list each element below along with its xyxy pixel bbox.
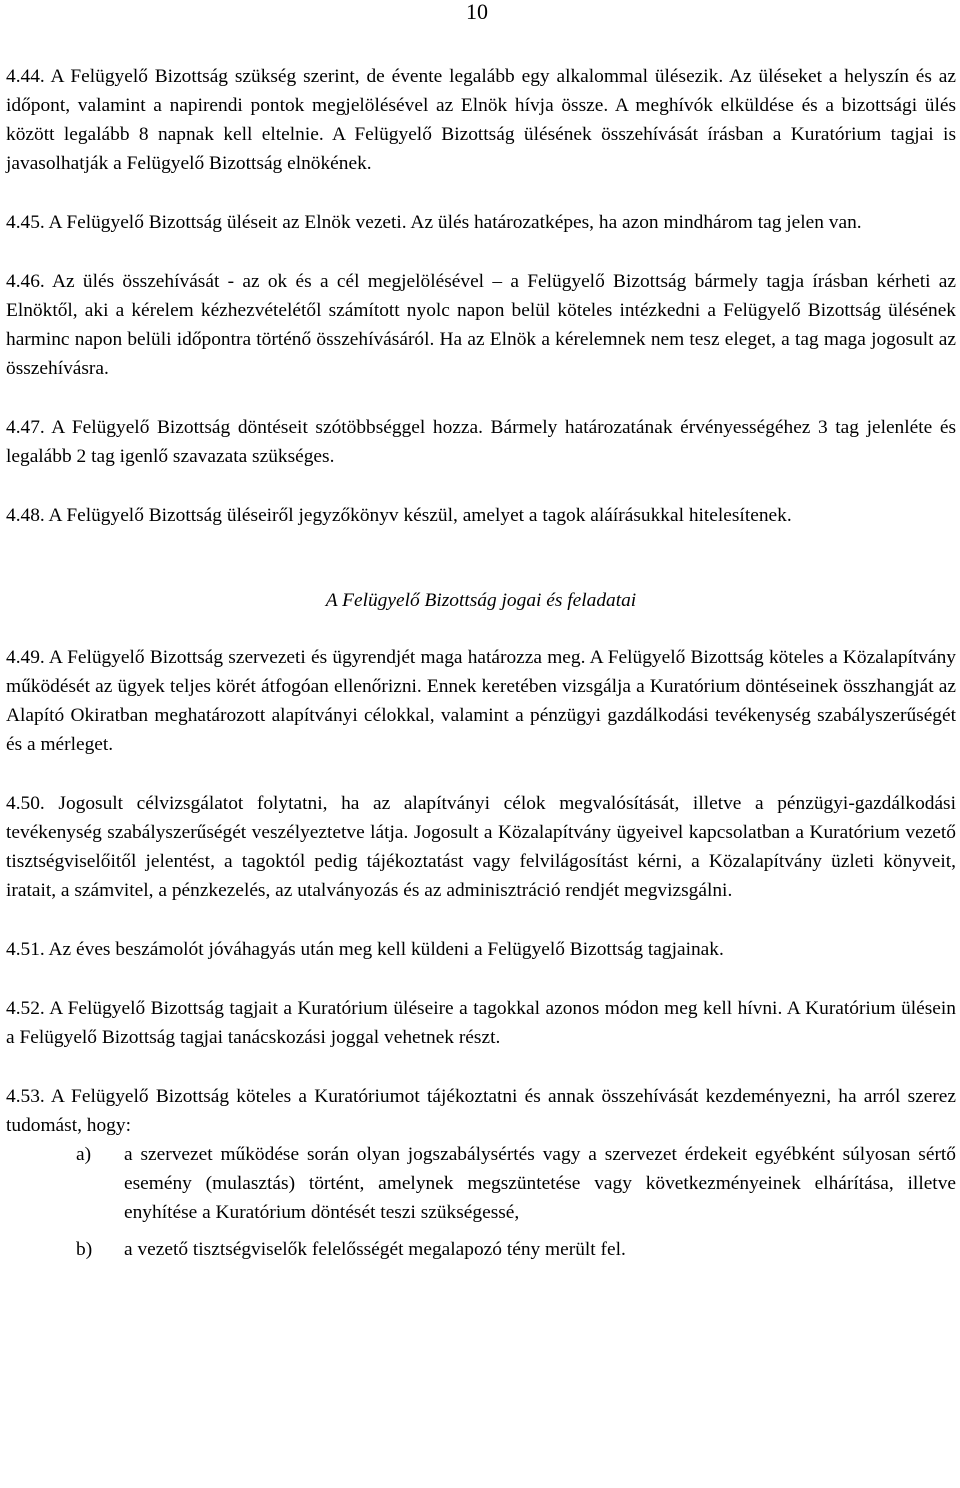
list-item-text: a szervezet működése során olyan jogszabálysértés vagy a szervezet érdekeit egyébként súlyosan sértő esemény (mulasztás) történt, amelynek megszüntetése vagy következményeinek elhárítása, illetve enyhítése a Kuratórium döntését teszi szükségessé,: [124, 1144, 956, 1223]
list-item: [6, 1235, 956, 1264]
paragraph-4-53: 4.53. A Felügyelő Bizottság köteles a Kuratóriumot tájékoztatni és annak összehívását kezdeményezni, ha arról szerez tudomást, hogy:: [6, 1086, 956, 1136]
list-marker: a): [76, 1144, 92, 1165]
paragraph-4-51: 4.51. Az éves beszámolót jóváhagyás után meg kell küldeni a Felügyelő Bizottság tagjainak.: [6, 939, 724, 960]
paragraph-4-47: 4.47. A Felügyelő Bizottság döntéseit szótöbbséggel hozza. Bármely határozatának érvényességéhez 3 tag jelenléte és legalább 2 tag igenlő szavazata szükséges.: [6, 417, 956, 467]
list-item: [6, 1140, 956, 1227]
paragraph-4-52: 4.52. A Felügyelő Bizottság tagjait a Kuratórium üléseire a tagokkal azonos módon meg kell hívni. A Kuratórium ülésein a Felügyelő Bizottság tagjai tanácskozási joggal vehetnek részt.: [6, 998, 956, 1048]
section-heading: A Felügyelő Bizottság jogai és feladatai: [325, 590, 637, 611]
condition-list: [6, 1140, 956, 1264]
list-marker: b): [76, 1239, 93, 1260]
paragraph-4-49: 4.49. A Felügyelő Bizottság szervezeti és ügyrendjét maga határozza meg. A Felügyelő Bizottság köteles a Közalapítvány működését az ügyek teljes körét átfogóan ellenőrizni. Ennek keretében vizsgálja a Kuratórium döntéseinek összhangját az Alapító Okiratban meghatározott alapítványi célokkal, valamint a pénzügyi gazdálkodási tevékenység szabályszerűségét és a mérleget.: [6, 647, 956, 755]
paragraph-4-44: 4.44. A Felügyelő Bizottság szükség szerint, de évente legalább egy alkalommal ülésezik. Az üléseket a helyszín és az időpont, valamint a napirendi pontok megjelölésével az Elnök hívja össze. A meghívók elküldése és a bizottsági ülés között legalább 8 napnak kell eltelnie. A Felügyelő Bizottság ülésének összehívását írásban a Kuratórium tagjai is javasolhatják a Felügyelő Bizottság elnökének.: [6, 66, 956, 174]
paragraph-4-45: 4.45. A Felügyelő Bizottság üléseit az Elnök vezeti. Az ülés határozatképes, ha azon mindhárom tag jelen van.: [6, 212, 862, 233]
document-body: [6, 62, 956, 1264]
page-number: 10: [466, 0, 488, 24]
paragraph-4-48: 4.48. A Felügyelő Bizottság üléseiről jegyzőkönyv készül, amelyet a tagok aláírásukkal hitelesítenek.: [6, 505, 792, 526]
paragraph-4-46: 4.46. Az ülés összehívását - az ok és a cél megjelölésével – a Felügyelő Bizottság bármely tagja írásban kérheti az Elnöktől, aki a kérelem kézhezvételétől számított nyolc napon belül köteles intézkedni a Felügyelő Bizottság ülésének harminc napon belüli időpontra történő összehívásáról. Ha az Elnök a kérelemnek nem tesz eleget, a tag maga jogosult az összehívásra.: [6, 271, 956, 379]
paragraph-4-50: 4.50. Jogosult célvizsgálatot folytatni, ha az alapítványi célok megvalósítását, illetve a pénzügyi-gazdálkodási tevékenység szabályszerűségét veszélyeztetve látja. Jogosult a Közalapítvány ügyeivel kapcsolatban a Kuratórium vezető tisztségviselőitől jelentést, a tagoktól pedig tájékoztatást vagy felvilágosítást kérni, a Közalapítvány üzleti könyveit, iratait, a számvitel, a pénzkezelés, az utalványozás és az adminisztráció rendjét megvizsgálni.: [6, 793, 956, 901]
list-item-text: a vezető tisztségviselők felelősségét megalapozó tény merült fel.: [124, 1239, 626, 1260]
